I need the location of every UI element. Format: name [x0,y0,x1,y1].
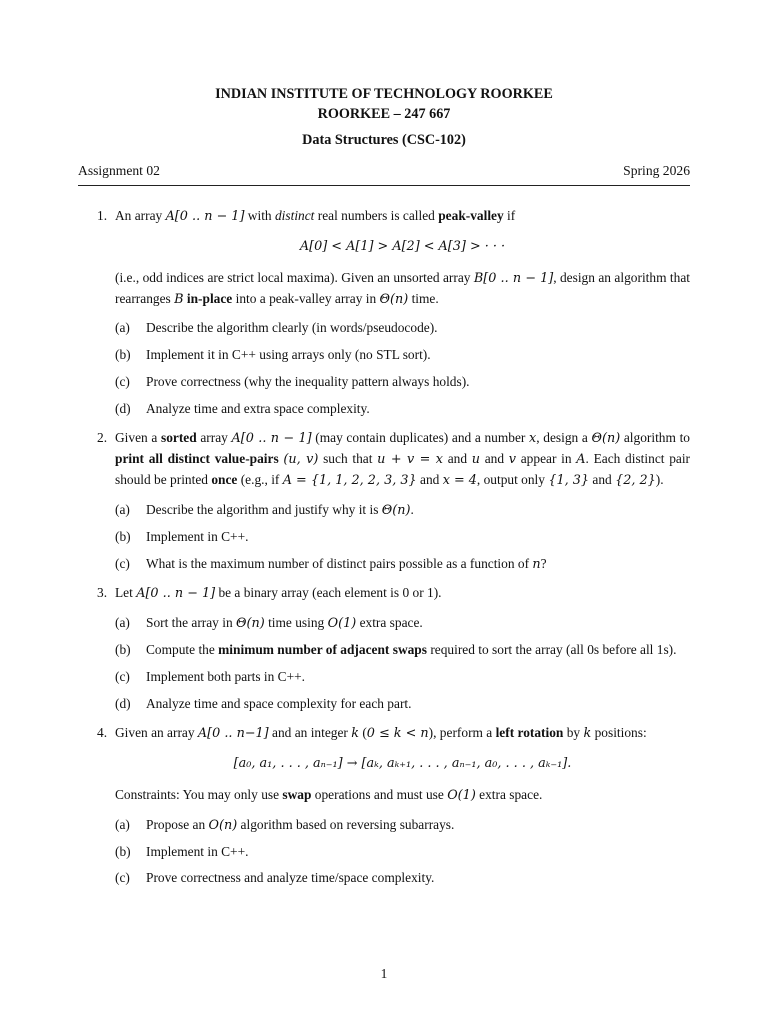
question-3-body: Let A[0 .. n − 1] be a binary array (each element is 0 or 1). [115,585,442,602]
subpart: (a) Sort the array in Θ(n) time using O(1) extra space. [115,615,423,632]
question-3 [78,583,690,714]
subpart: (c) Prove correctness (why the inequality pattern always holds). [115,373,470,389]
subpart: (a) Describe the algorithm clearly (in words/pseudocode). [115,320,438,336]
assignment-number: Assignment 02 [78,163,160,178]
assignment-meta-row [78,160,690,181]
question-number: 1. [97,208,108,224]
rotation-formula: [a₀, a₁, . . . , aₙ₋₁] → [aₖ, aₖ₊₁, . . . , aₙ₋₁, a₀, . . . , aₖ₋₁]. [233,756,572,772]
question-4-intro: Given an array A[0 .. n−1] and an integer k (0 ≤ k < n), perform a left rotation by k positions: [115,725,647,742]
institute-name: INDIAN INSTITUTE OF TECHNOLOGY ROORKEE [215,86,553,102]
subpart: (b) Implement in C++. [115,528,249,544]
question-list [78,206,690,889]
question-2 [78,428,690,574]
page-number: 1 [380,966,388,981]
subpart: (b) Implement in C++. [115,843,249,859]
subpart: (d) Analyze time and extra space complexity. [115,400,370,416]
subpart: (c) What is the maximum number of distinct pairs possible as a function of n? [115,555,547,572]
question-1 [78,206,690,419]
assignment-page [78,84,690,898]
subpart: (a) Describe the algorithm and justify why it is Θ(n). [115,501,414,518]
question-4-subparts [115,815,690,889]
question-1-subparts [115,318,690,419]
subpart: (c) Implement both parts in C++. [115,668,306,684]
question-2-body: Given a sorted array A[0 .. n − 1] (may contain duplicates) and a number x, design a Θ(n) algorithm to print all distinct value-pairs (u, v) such that u + v = x and u and v appear in A. Each distinct pair should be printed once (e.g., if A = {1, 1, 2, 2, 3, 3} and x = 4, output only {1, 3} and {2, 2}). [115,430,691,489]
subpart: (c) Prove correctness and analyze time/space complexity. [115,870,435,886]
question-number: 2. [97,430,108,446]
question-number: 4. [97,725,108,741]
question-1-intro: An array A[0 .. n − 1] with distinct real numbers is called peak-valley if [115,208,516,225]
question-2-subparts [115,500,690,574]
question-3-subparts [115,613,690,714]
header-rule [78,185,690,186]
institute-city: ROORKEE – 247 667 [317,106,451,122]
subpart: (a) Propose an O(n) algorithm based on reversing subarrays. [115,816,455,833]
subpart: (b) Compute the minimum number of adjacent swaps required to sort the array (all 0s before all 1s). [115,642,677,657]
course-title: Data Structures (CSC-102) [302,132,466,148]
peak-valley-formula: A[0] < A[1] > A[2] < A[3] > · · · [299,238,506,254]
subpart: (b) Implement it in C++ using arrays only (no STL sort). [115,347,431,363]
question-1-body: (i.e., odd indices are strict local maxima). Given an unsorted array B[0 .. n − 1], design an algorithm that rearranges B in-place into a peak-valley array in Θ(n) time. [115,269,690,307]
subpart: (d) Analyze time and space complexity for each part. [115,695,412,711]
question-4 [78,723,690,889]
question-4-constraints: Constraints: You may only use swap operations and must use O(1) extra space. [115,786,543,803]
question-number: 3. [97,585,108,601]
term: Spring 2026 [623,163,690,178]
